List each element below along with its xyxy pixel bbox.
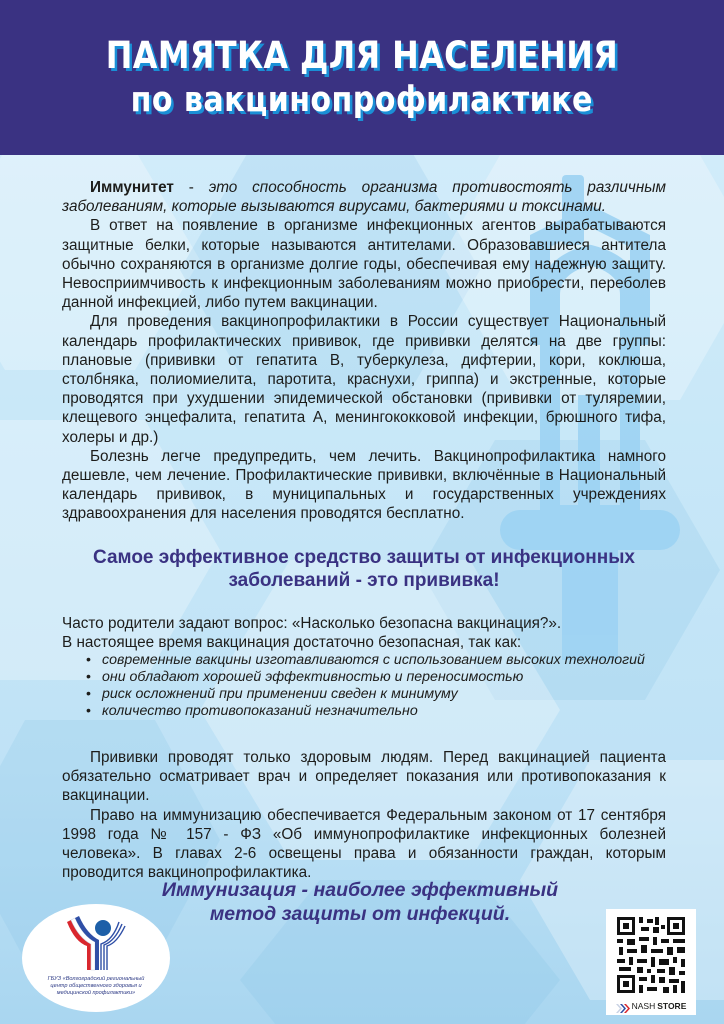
intro-dash: -: [173, 179, 209, 196]
health-center-logo-icon: [65, 916, 127, 972]
store-suffix: STORE: [657, 1000, 687, 1011]
list-item: • они обладают хорошей эффективностью и переносимостью: [102, 669, 666, 686]
paragraph-federal-law: Право на иммунизацию обеспечивается Федеральным законом от 17 сентября 1998 года № 157 - ФЗ «Об иммунопрофилактике инфекционных болезней человека». В главах 2-6 освещены права и обязанности граждан, которым проводится вакцинопрофилактика.: [62, 806, 666, 882]
page-subtitle: по вакцинопрофилактике: [130, 79, 594, 120]
list-item: • риск осложнений при применении сведен к минимуму: [102, 686, 666, 703]
intro-definition: это способность организма противостоять различным заболеваниям, которые вызываются вирусами, бактериями и токсинами.: [62, 179, 666, 216]
store-prefix: NASH: [631, 1000, 656, 1011]
intro-paragraph: [62, 178, 666, 216]
final-slogan-line-1: Иммунизация - наиболее эффективный: [161, 879, 559, 901]
safety-answer-intro: В настоящее время вакцинация достаточно безопасная, так как:: [62, 633, 522, 651]
list-item: • современные вакцины изготавливаются с использованием высоких технологий: [102, 652, 666, 669]
page-header: [0, 0, 724, 155]
paragraph-prevention: Болезнь легче предупредить, чем лечить. Вакцинопрофилактика намного дешевле, чем лечение. Профилактические прививки, включённые в Национальный календарь прививок, в муниципальных и государственных учреждениях здравоохранения для населения проводятся бесплатно.: [62, 447, 666, 523]
list-item: • количество противопоказаний незначительно: [102, 703, 666, 720]
safety-bullet-list: [62, 652, 666, 720]
slogan-vaccination: [62, 546, 666, 592]
paragraph-antibodies: В ответ на появление в организме инфекционных агентов вырабатываются защитные белки, которые называются антителами. Образовавшиеся антитела обычно сохраняются в организме долгие годы, обеспечивая ему надежную защиту. Невосприимчивость к инфекционным заболеваниям можно приобрести, переболев данной инфекцией, либо путем вакцинации.: [62, 217, 666, 312]
qr-code-block[interactable]: [606, 909, 696, 1015]
final-slogan-line-2: метод защиты от инфекций.: [209, 903, 511, 925]
intro-term: Иммунитет: [90, 179, 174, 196]
final-slogan: [140, 878, 580, 926]
main-content: [62, 178, 666, 882]
nashstore-label: [616, 998, 687, 1013]
page-title: ПАМЯТКА ДЛЯ НАСЕЛЕНИЯ: [105, 34, 619, 78]
organization-logo: [22, 904, 170, 1012]
paragraph-calendar: Для проведения вакцинопрофилактики в России существует Национальный календарь профилактических прививок, где прививки делятся на две группы: плановые (прививки от гепатита В, туберкулеза, дифтерии, кори, коклюша, столбняка, полиомиелита, паротита, краснухи, гриппа) и экстренные, которые проводятся при ухудшении эпидемической обстановки (прививки от туляремии, клещевого энцефалита, гепатита А, менингококковой инфекции, брюшного тифа, холеры и др.): [62, 313, 666, 446]
nashstore-arrows-icon: [616, 1004, 630, 1013]
qr-code-icon[interactable]: [615, 915, 687, 995]
logo-caption: ГБУЗ «Волгоградский региональный центр общественного здоровья и медицинской профилактики»: [47, 976, 145, 996]
slogan-line-2: заболеваний - это прививка!: [228, 569, 500, 591]
safety-question: Часто родители задают вопрос: «Насколько безопасна вакцинация?».: [62, 614, 562, 632]
paragraph-healthy-only: Прививки проводят только здоровым людям. Перед вакцинацией пациента обязательно осматривает врач и определяет показания или противопоказания к вакцинации.: [62, 749, 666, 805]
slogan-line-1: Самое эффективное средство защиты от инфекционных: [93, 546, 635, 568]
